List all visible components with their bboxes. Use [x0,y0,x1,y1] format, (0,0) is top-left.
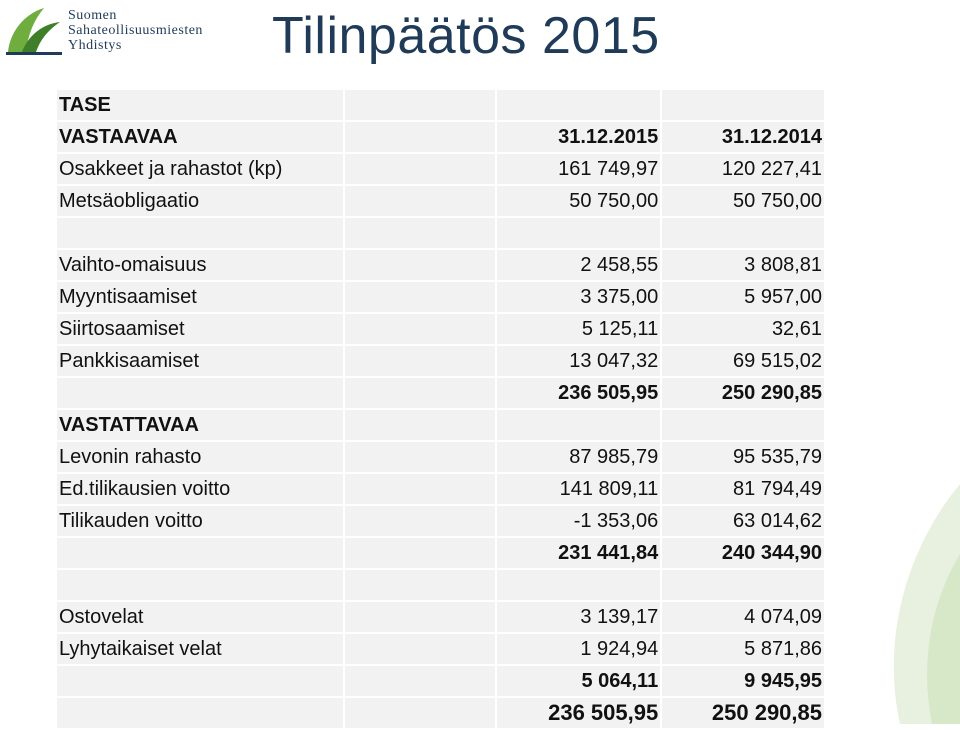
value-2014: 81 794,49 [661,473,825,505]
value-2014: 63 014,62 [661,505,825,537]
logo-line-1: Suomen [68,8,117,23]
value-2015 [496,217,662,249]
value-2015: -1 353,06 [496,505,662,537]
row-label: VASTAAVAA [56,121,344,153]
value-2015: 236 505,95 [496,377,662,409]
value-2015: 161 749,97 [496,153,662,185]
leaf-logo-icon [4,4,64,56]
value-2014: 3 808,81 [661,249,825,281]
row-label [56,569,344,601]
value-2014 [661,217,825,249]
value-2015: 5 125,11 [496,313,662,345]
row-label: Pankkisaamiset [56,345,344,377]
spacer-cell [344,345,495,377]
table-row [56,249,825,281]
value-2014: 31.12.2014 [661,121,825,153]
row-label: TASE [56,89,344,121]
value-2015: 3 375,00 [496,281,662,313]
value-2015: 31.12.2015 [496,121,662,153]
value-2015: 50 750,00 [496,185,662,217]
logo-line-3: Yhdistys [68,38,122,53]
table-row [56,601,825,633]
table-row [56,185,825,217]
table-row [56,217,825,249]
row-label [56,377,344,409]
table-row [56,505,825,537]
value-2015: 1 924,94 [496,633,662,665]
spacer-cell [344,441,495,473]
row-label: Myyntisaamiset [56,281,344,313]
value-2014 [661,89,825,121]
value-2014: 5 957,00 [661,281,825,313]
logo-line-2: Sahateollisuusmiesten [68,23,203,38]
row-label [56,537,344,569]
value-2015: 231 441,84 [496,537,662,569]
value-2014: 250 290,85 [661,697,825,729]
table-row [56,313,825,345]
value-2015: 236 505,95 [496,697,662,729]
row-label: Ostovelat [56,601,344,633]
value-2014: 69 515,02 [661,345,825,377]
spacer-cell [344,601,495,633]
row-label: Vaihto-omaisuus [56,249,344,281]
spacer-cell [344,313,495,345]
balance-sheet-table [55,88,826,730]
table-row [56,569,825,601]
row-label: Levonin rahasto [56,441,344,473]
value-2014 [661,569,825,601]
value-2014 [661,409,825,441]
table-row [56,473,825,505]
spacer-cell [344,473,495,505]
spacer-cell [344,121,495,153]
value-2014: 50 750,00 [661,185,825,217]
spacer-cell [344,633,495,665]
spacer-cell [344,537,495,569]
page-title: Tilinpäätös 2015 [272,7,660,65]
row-label: Metsäobligaatio [56,185,344,217]
row-label: VASTATTAVAA [56,409,344,441]
spacer-cell [344,185,495,217]
value-2015: 2 458,55 [496,249,662,281]
row-label: Osakkeet ja rahastot (kp) [56,153,344,185]
value-2014: 95 535,79 [661,441,825,473]
row-label: Lyhytaikaiset velat [56,633,344,665]
value-2015: 5 064,11 [496,665,662,697]
table-row [56,377,825,409]
value-2014: 240 344,90 [661,537,825,569]
row-label [56,665,344,697]
spacer-cell [344,505,495,537]
table-row [56,153,825,185]
row-label: Ed.tilikausien voitto [56,473,344,505]
value-2014: 9 945,95 [661,665,825,697]
row-label [56,217,344,249]
table-row [56,281,825,313]
spacer-cell [344,281,495,313]
value-2015 [496,569,662,601]
table-row [56,633,825,665]
value-2015: 3 139,17 [496,601,662,633]
spacer-cell [344,697,495,729]
table-row [56,537,825,569]
logo-text [68,8,203,53]
table-row [56,121,825,153]
table-row [56,441,825,473]
row-label: Tilikauden voitto [56,505,344,537]
spacer-cell [344,217,495,249]
table-row [56,89,825,121]
value-2014: 120 227,41 [661,153,825,185]
spacer-cell [344,377,495,409]
spacer-cell [344,409,495,441]
value-2015 [496,89,662,121]
decorative-leaf-swoosh [840,464,960,724]
spacer-cell [344,153,495,185]
row-label [56,697,344,729]
spacer-cell [344,665,495,697]
spacer-cell [344,569,495,601]
value-2015: 13 047,32 [496,345,662,377]
table-row [56,345,825,377]
spacer-cell [344,89,495,121]
table-row [56,697,825,729]
spacer-cell [344,249,495,281]
value-2014: 32,61 [661,313,825,345]
value-2014: 4 074,09 [661,601,825,633]
row-label: Siirtosaamiset [56,313,344,345]
value-2015 [496,409,662,441]
value-2014: 5 871,86 [661,633,825,665]
value-2015: 87 985,79 [496,441,662,473]
value-2014: 250 290,85 [661,377,825,409]
table-row [56,409,825,441]
table-row [56,665,825,697]
value-2015: 141 809,11 [496,473,662,505]
organization-logo [4,4,254,56]
